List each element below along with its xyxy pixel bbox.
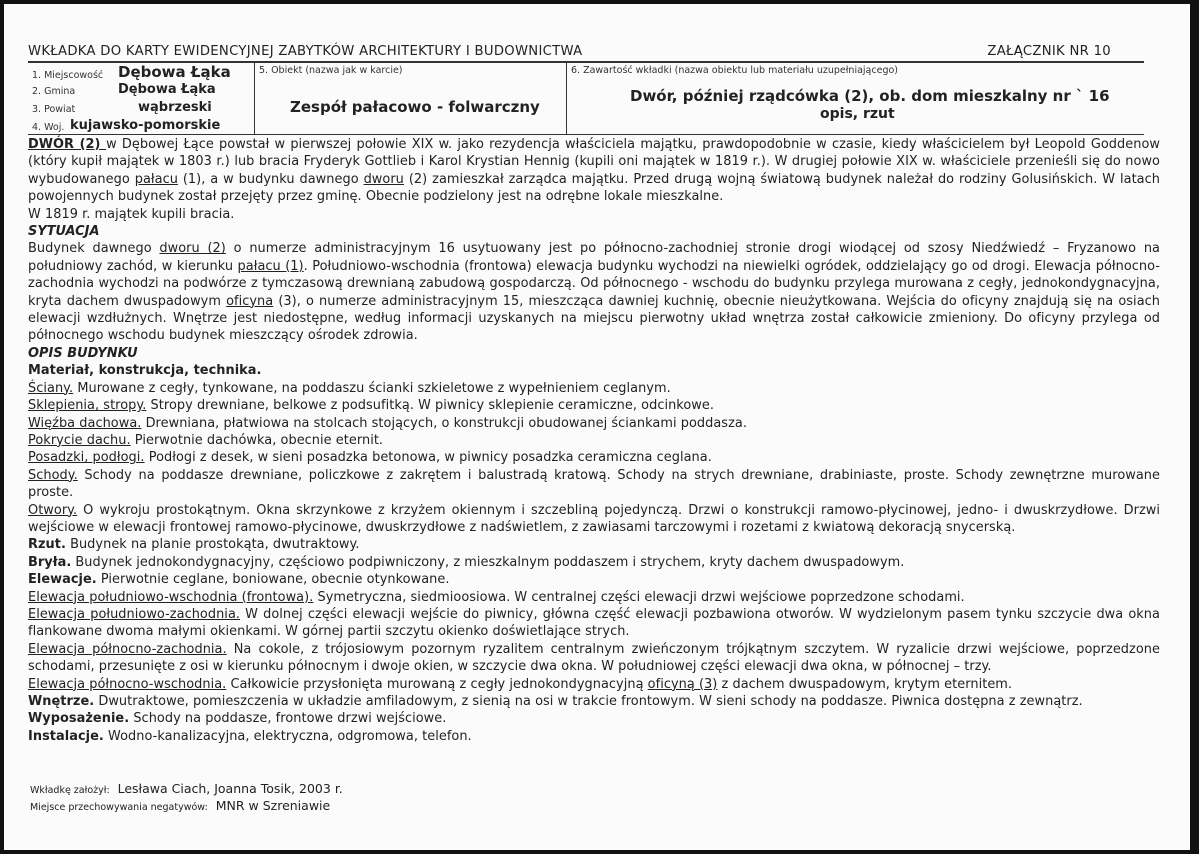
intro-heading: DWÓR (2) — [28, 137, 107, 152]
document-title: WKŁADKA DO KARTY EWIDENCYJNEJ ZABYTKÓW ARCHITEKTURY I BUDOWNICTWA — [28, 44, 583, 59]
item-bryla: Bryła. Budynek jednokondygnacyjny, częściowo podpiwniczony, z mieszkalnym poddaszem i strychem, kryty dachem dwuspadowym. — [28, 554, 905, 570]
opis-heading: OPIS BUDYNKU — [28, 345, 138, 361]
elev-ne: Elewacja północno-wschodnia. Całkowicie przysłonięta murowaną z cegły jednokondygnacyjną oficyną (3) z dachem dwuspadowym, krytym eternitem. — [28, 676, 1013, 692]
item-otwory: Otwory. O wykroju prostokątnym. Okna skrzynkowe z krzyżem okiennym i szczebliną pojedynczą. Drzwi o konstrukcji ramowo-płycinowej, jedno- i dwuskrzydłowe. Drzwi wejściowe w elewacji frontowej ramowo-płycinowe, dwuskrzydłowe z nadświetlem, z zawiasami tarczowymi i rozetami z kwiatową dekoracją snycerską. — [28, 502, 1160, 535]
item-wiezba: Więźba dachowa. Drewniana, płatwiowa na stolcach stojących, o konstrukcji obudowanej ściankami poddasza. — [28, 415, 747, 431]
sytuacja-heading: SYTUACJA — [28, 224, 100, 240]
gmina-value: Dębowa Łąka — [118, 82, 216, 97]
intro-note: W 1819 r. majątek kupili bracia. — [28, 206, 235, 222]
miejscowosc-value: Dębowa Łąka — [118, 63, 231, 81]
elev-nw: Elewacja północno-zachodnia. Na cokole, z trójosiowym pozornym ryzalitem centralnym zwieńczonym trójkątnym szczytem. W ryzalicie drzwi wejściowe, poprzedzone schodami, przesunięte z osi w kierunku północnym i dwoje okien, w szczycie dwa okna. W południowej części elewacji dwa okna, w północnej – trzy. — [28, 641, 1160, 675]
manor-ref: dworu (2) — [159, 241, 226, 257]
item-posadzki: Posadzki, podłogi. Podłogi z desek, w sieni posadzka betonowa, w piwnicy posadzka ceramiczna ceglana. — [28, 450, 712, 466]
attachment-number: ZAŁĄCZNIK NR 10 — [987, 44, 1111, 59]
header-divider-1 — [254, 62, 255, 134]
item-instalacje: Instalacje. Wodno-kanalizacyjna, elektryczna, odgromowa, telefon. — [28, 728, 472, 744]
item-rzut: Rzut. Budynek na planie prostokąta, dwutraktowy. — [28, 537, 360, 553]
header-divider-2 — [566, 62, 567, 134]
item-schody: Schody. Schody na poddasze drewniane, policzkowe z zakrętem i balustradą kratową. Schody na strych drewniane, drabiniaste, proste. Schody zewnętrzne murowane proste. — [28, 467, 1160, 501]
powiat-value: wąbrzeski — [138, 100, 212, 115]
footer-authors — [30, 781, 343, 796]
powiat-label: 3. Powiat — [32, 104, 76, 115]
elev-sw: Elewacja południowo-zachodnia. W dolnej części elewacji wejście do piwnicy, główna część elewacji pozbawiona otworów. W wydzielonym pasem tynku szczycie dwa okna flankowane dwoma małymi okienkami. W górnej partii szczytu okienko doświetlające strych. — [28, 606, 1160, 640]
footer-storage — [30, 798, 330, 813]
manor-link: dworu — [363, 171, 404, 187]
intro-paragraph: DWÓR (2) w Dębowej Łące powstał w pierwszej połowie XIX w. jako rezydencja właściciela majątku, prawdopodobnie w czasie, kiedy właścicielem był Leopold Goddenow (który kupił majątek w 1803 r.) lub bracia Fryderyk Gottlieb i Karol Krystian Hennig (kupili oni majątek w 1819 r.). W drugiej połowie XIX w. właściciele przenieśli się do nowo wybudowanego pałacu (1), a w budynku dawnego dworu (2) zamieszkał zarządca majątku. Przed drugą wojną światową budynek należał do rodziny Golusińskich. W latach powojennych budynek został przejęty przez gminę. Obecnie podzielony jest na odrębne lokale mieszkalne. — [28, 137, 1160, 205]
palace-link: pałacu — [134, 171, 178, 187]
zawartosc-line2: opis, rzut — [820, 106, 895, 122]
zawartosc-line1: Dwór, później rządcówka (2), ob. dom mieszkalny nr ` 16 — [630, 87, 1110, 105]
authors-label: Wkładkę założył: — [30, 785, 110, 796]
material-heading: Materiał, konstrukcja, technika. — [28, 363, 262, 379]
item-wnetrze: Wnętrze. Dwutraktowe, pomieszczenia w układzie amfiladowym, z sienią na osi w trakcie frontowym. W sieni schody na poddasze. Piwnica dostępna z zewnątrz. — [28, 694, 1083, 709]
item-pokrycie: Pokrycie dachu. Pierwotnie dachówka, obecnie eternit. — [28, 432, 384, 448]
authors-value: Lesława Ciach, Joanna Tosik, 2003 r. — [117, 781, 343, 796]
obiekt-value: Zespół pałacowo - folwarczny — [290, 98, 540, 116]
zawartosc-label: 6. Zawartość wkładki (nazwa obiektu lub materiału uzupełniającego) — [571, 65, 898, 76]
woj-label: 4. Woj. — [32, 122, 65, 133]
header-bottom-rule — [28, 134, 1144, 135]
palace-ref: pałacu (1) — [237, 258, 304, 274]
sytuacja-paragraph: Budynek dawnego dworu (2) o numerze administracyjnym 16 usytuowany jest po północno-zachodniej stronie drogi wiodącej od szosy Niedźwiedź – Fryzanowo na południowy zachód, w kierunku pałacu (1). Południowo-wschodnia (frontowa) elewacja budynku wychodzi na niewielki ogródek, oddzielający go od drogi. Elewacja północno-zachodnia wychodzi na podwórze z tymczasową drewnianą zabudową gospodarczą. Od północnego - wschodu do budynku przylega murowana z cegły, jednokondygnacyjna, kryta dachem dwuspadowym oficyna (3), o numerze administracyjnym 15, mieszcząca dawniej kuchnię, obecnie nieużytkowana. Wejścia do oficyny znajdują się na osiach elewacji wzdłużnych. Wnętrze jest niedostępne, według informacji uzyskanych na miejscu pierwotny układ wnętrza został całkowicie zmieniony. Do oficyny przylega od północnego wschodu budynek mieszczący ośrodek zdrowia. — [28, 241, 1161, 344]
item-elewacje: Elewacje. Pierwotnie ceglane, boniowane, obecnie otynkowane. — [28, 572, 450, 588]
document-body — [28, 136, 1160, 745]
item-sciany: Ściany. Murowane z cegły, tynkowane, na poddaszu ścianki szkieletowe z wypełnieniem ceglanym. — [28, 380, 671, 396]
storage-value: MNR w Szreniawie — [215, 798, 331, 813]
gmina-label: 2. Gmina — [32, 86, 76, 97]
item-wyposazenie: Wyposażenie. Schody na poddasze, frontowe drzwi wejściowe. — [28, 711, 447, 727]
elev-front: Elewacja południowo-wschodnia (frontowa). Symetryczna, siedmioosiowa. W centralnej części elewacji drzwi wejściowe poprzedzone schodami. — [28, 589, 965, 605]
annex-ref: oficyna — [226, 293, 274, 309]
miejscowosc-label: 1. Miejscowość — [32, 70, 104, 81]
item-sklepienia: Sklepienia, stropy. Stropy drewniane, belkowe z podsufitką. W piwnicy sklepienie ceramiczne, odcinkowe. — [28, 398, 715, 414]
obiekt-label: 5. Obiekt (nazwa jak w karcie) — [259, 65, 403, 76]
woj-value: kujawsko-pomorskie — [70, 118, 221, 133]
storage-label: Miejsce przechowywania negatywów: — [30, 802, 208, 813]
